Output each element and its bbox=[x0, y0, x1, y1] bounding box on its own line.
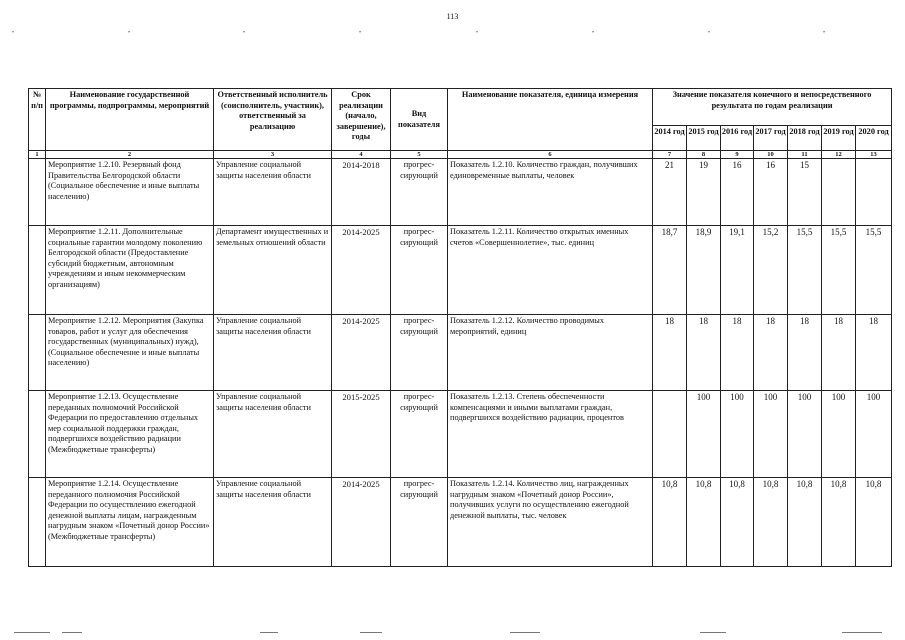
column-number: 13 bbox=[856, 151, 892, 159]
measure-name: Мероприятие 1.2.14. Осуществление переданного полномочия Российской Федерации по осуществлению ежегодной денежной выплаты лицам, награжденным нагрудным знаком «Почетный донор России» (Межбюджетные трансферты) bbox=[46, 478, 214, 567]
scan-specks bbox=[0, 30, 905, 40]
scan-speck: • bbox=[823, 30, 826, 36]
measure-name: Мероприятие 1.2.10. Резервный фонд Правительства Белгородской области (Социальное обеспечение и иные выплаты населению) bbox=[46, 159, 214, 226]
value-cell: 18 bbox=[653, 315, 687, 391]
indicator-type: прогрес-сирующий bbox=[391, 159, 448, 226]
value-cell: 100 bbox=[754, 391, 788, 478]
page-number: 113 bbox=[446, 12, 459, 21]
value-cell: 15,5 bbox=[788, 226, 822, 315]
header-year: 2020 год bbox=[856, 126, 892, 151]
scan-speck: • bbox=[708, 30, 711, 36]
table-row bbox=[29, 226, 892, 315]
scan-edge-line bbox=[510, 632, 540, 633]
value-cell: 19 bbox=[687, 159, 721, 226]
value-cell: 18 bbox=[721, 315, 754, 391]
column-number-row bbox=[29, 151, 892, 159]
indicator-name: Показатель 1.2.12. Количество проводимых мероприятий, единиц bbox=[448, 315, 653, 391]
column-number: 7 bbox=[653, 151, 687, 159]
executor: Управление социальной защиты населения области bbox=[214, 315, 332, 391]
header-values: Значение показателя конечного и непосредственного результата по годам реализации bbox=[653, 89, 892, 126]
header-year: 2014 год bbox=[653, 126, 687, 151]
value-cell bbox=[822, 159, 856, 226]
value-cell: 19,1 bbox=[721, 226, 754, 315]
scan-speck: • bbox=[359, 30, 362, 36]
table-row bbox=[29, 478, 892, 567]
value-cell: 100 bbox=[687, 391, 721, 478]
table-header bbox=[29, 89, 892, 159]
value-cell: 10,8 bbox=[788, 478, 822, 567]
header-year: 2016 год bbox=[721, 126, 754, 151]
measure-name: Мероприятие 1.2.11. Дополнительные социальные гарантии молодому поколению Белгородской области (Предоставление субсидий бюджетным, автономным учреждениям и иным некоммерческим организациям) bbox=[46, 226, 214, 315]
value-cell: 18 bbox=[754, 315, 788, 391]
column-number: 4 bbox=[332, 151, 391, 159]
header-indicator: Наименование показателя, единица измерения bbox=[448, 89, 653, 151]
value-cell: 10,8 bbox=[653, 478, 687, 567]
value-cell: 18 bbox=[687, 315, 721, 391]
value-cell: 100 bbox=[788, 391, 822, 478]
value-cell: 18,7 bbox=[653, 226, 687, 315]
executor: Управление социальной защиты населения области bbox=[214, 478, 332, 567]
header-year: 2018 год bbox=[788, 126, 822, 151]
indicator-name: Показатель 1.2.10. Количество граждан, получивших единовременные выплаты, человек bbox=[448, 159, 653, 226]
column-number: 2 bbox=[46, 151, 214, 159]
period: 2014-2025 bbox=[332, 478, 391, 567]
scan-edge-line bbox=[842, 632, 882, 633]
row-number-cell bbox=[29, 226, 46, 315]
column-number: 12 bbox=[822, 151, 856, 159]
header-year: 2019 год bbox=[822, 126, 856, 151]
value-cell bbox=[856, 159, 892, 226]
value-cell: 10,8 bbox=[721, 478, 754, 567]
period: 2014-2025 bbox=[332, 315, 391, 391]
indicator-type: прогрес-сирующий bbox=[391, 315, 448, 391]
value-cell: 100 bbox=[856, 391, 892, 478]
row-number-cell bbox=[29, 159, 46, 226]
indicator-type: прогрес-сирующий bbox=[391, 391, 448, 478]
scan-edge-line bbox=[14, 632, 50, 633]
scan-speck: • bbox=[243, 30, 246, 36]
value-cell: 16 bbox=[721, 159, 754, 226]
scan-speck: • bbox=[592, 30, 595, 36]
measure-name: Мероприятие 1.2.12. Мероприятия (Закупка товаров, работ и услуг для обеспечения государственных (муниципальных) нужд), (Социальное обеспечение и иные выплаты населению) bbox=[46, 315, 214, 391]
column-number: 3 bbox=[214, 151, 332, 159]
header-number: № п/п bbox=[29, 89, 46, 151]
scan-edge-line bbox=[360, 632, 382, 633]
column-number: 6 bbox=[448, 151, 653, 159]
header-name: Наименование государственной программы, подпрограммы, мероприятий bbox=[46, 89, 214, 151]
scan-edge-line bbox=[700, 632, 726, 633]
period: 2015-2025 bbox=[332, 391, 391, 478]
table-row bbox=[29, 391, 892, 478]
value-cell: 10,8 bbox=[822, 478, 856, 567]
executor: Департамент имущественных и земельных отношений области bbox=[214, 226, 332, 315]
column-number: 8 bbox=[687, 151, 721, 159]
value-cell: 100 bbox=[822, 391, 856, 478]
scan-speck: • bbox=[476, 30, 479, 36]
row-number-cell bbox=[29, 478, 46, 567]
table-row bbox=[29, 315, 892, 391]
value-cell bbox=[653, 391, 687, 478]
value-cell: 18 bbox=[788, 315, 822, 391]
header-year: 2015 год bbox=[687, 126, 721, 151]
period: 2014-2025 bbox=[332, 226, 391, 315]
column-number: 9 bbox=[721, 151, 754, 159]
value-cell: 18 bbox=[822, 315, 856, 391]
value-cell: 15,2 bbox=[754, 226, 788, 315]
header-type: Вид показателя bbox=[391, 89, 448, 151]
scan-speck: • bbox=[128, 30, 131, 36]
value-cell: 10,8 bbox=[856, 478, 892, 567]
value-cell: 15,5 bbox=[856, 226, 892, 315]
row-number-cell bbox=[29, 391, 46, 478]
value-cell: 18,9 bbox=[687, 226, 721, 315]
executor: Управление социальной защиты населения области bbox=[214, 159, 332, 226]
table-row bbox=[29, 159, 892, 226]
scan-edge-line bbox=[62, 632, 82, 633]
indicator-name: Показатель 1.2.11. Количество открытых именных счетов «Совершеннолетие», тыс. единиц bbox=[448, 226, 653, 315]
column-number: 10 bbox=[754, 151, 788, 159]
indicator-table bbox=[28, 88, 892, 567]
indicator-name: Показатель 1.2.13. Степень обеспеченности компенсациями и иными выплатами граждан, подвергшихся воздействию радиации, процентов bbox=[448, 391, 653, 478]
column-number: 5 bbox=[391, 151, 448, 159]
value-cell: 100 bbox=[721, 391, 754, 478]
column-number: 1 bbox=[29, 151, 46, 159]
value-cell: 10,8 bbox=[754, 478, 788, 567]
indicator-name: Показатель 1.2.14. Количество лиц, награжденных нагрудным знаком «Почетный донор России», получивших услуги по осуществлению ежегодной денежной выплаты, тыс. человек bbox=[448, 478, 653, 567]
table-body bbox=[29, 159, 892, 567]
indicator-type: прогрес-сирующий bbox=[391, 478, 448, 567]
measure-name: Мероприятие 1.2.13. Осуществление переданных полномочий Российской Федерации по предоставлению отдельных мер социальной поддержки граждан, подвергшихся воздействию радиации (Межбюджетные трансферты) bbox=[46, 391, 214, 478]
scan-speck: • bbox=[12, 30, 15, 36]
value-cell: 18 bbox=[856, 315, 892, 391]
period: 2014-2018 bbox=[332, 159, 391, 226]
row-number-cell bbox=[29, 315, 46, 391]
scan-edge-line bbox=[260, 632, 278, 633]
value-cell: 16 bbox=[754, 159, 788, 226]
indicator-type: прогрес-сирующий bbox=[391, 226, 448, 315]
value-cell: 10,8 bbox=[687, 478, 721, 567]
column-number: 11 bbox=[788, 151, 822, 159]
executor: Управление социальной защиты населения области bbox=[214, 391, 332, 478]
value-cell: 15 bbox=[788, 159, 822, 226]
value-cell: 15,5 bbox=[822, 226, 856, 315]
header-executor: Ответственный исполнитель (соисполнитель, участник), ответственный за реализацию bbox=[214, 89, 332, 151]
header-period: Срок реализации (начало, завершение), годы bbox=[332, 89, 391, 151]
scan-edge-lines bbox=[0, 632, 905, 634]
value-cell: 21 bbox=[653, 159, 687, 226]
header-year: 2017 год bbox=[754, 126, 788, 151]
